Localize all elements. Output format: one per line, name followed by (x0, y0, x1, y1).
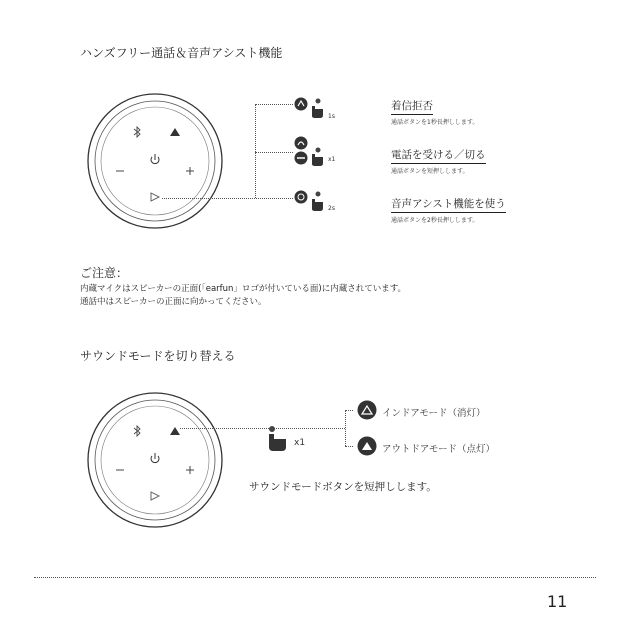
notice-line-1: 内蔵マイクはスピーカーの正面(「earfun」ロゴが付いている面)に内蔵されています。 (80, 284, 407, 294)
action-desc-reject: 通話ボタンを1秒長押しします。 (391, 119, 479, 126)
answer-end-call-gesture (294, 136, 328, 168)
sound-mode-caption: サウンドモードボタンを短押しします。 (249, 481, 437, 493)
action-label-assist: 音声アシスト機能を使う (391, 196, 506, 213)
indoor-mode-label: インドアモード（消灯） (382, 408, 486, 419)
count-1s: 1s (328, 113, 335, 120)
action-label-reject: 着信拒否 (391, 98, 433, 115)
speaker-top-view-2 (86, 391, 224, 529)
action-desc-assist: 通話ボタンを2秒長押しします。 (391, 217, 479, 224)
reject-call-gesture (294, 97, 328, 119)
count-2s: 2s (328, 205, 335, 212)
notice-title: ご注意： (80, 266, 129, 280)
outdoor-mode-icon (357, 436, 377, 456)
press-count: x1 (294, 438, 306, 448)
indoor-mode-icon (357, 400, 377, 420)
count-x1: x1 (328, 156, 336, 163)
action-desc-answer: 通話ボタンを短押しします。 (391, 168, 469, 175)
speaker-top-view-1 (86, 92, 224, 230)
footer-divider (34, 577, 596, 578)
voice-assistant-gesture (294, 189, 328, 213)
notice-line-2: 通話中はスピーカーの正面に向かってください。 (80, 297, 267, 307)
action-label-answer: 電話を受ける／切る (391, 147, 486, 164)
page-number: 11 (547, 592, 568, 611)
section2-title: サウンドモードを切り替える (80, 349, 236, 363)
outdoor-mode-label: アウトドアモード（点灯） (382, 444, 495, 455)
section1-title: ハンズフリー通話＆音声アシスト機能 (80, 46, 283, 60)
hand-press-icon (266, 425, 292, 453)
